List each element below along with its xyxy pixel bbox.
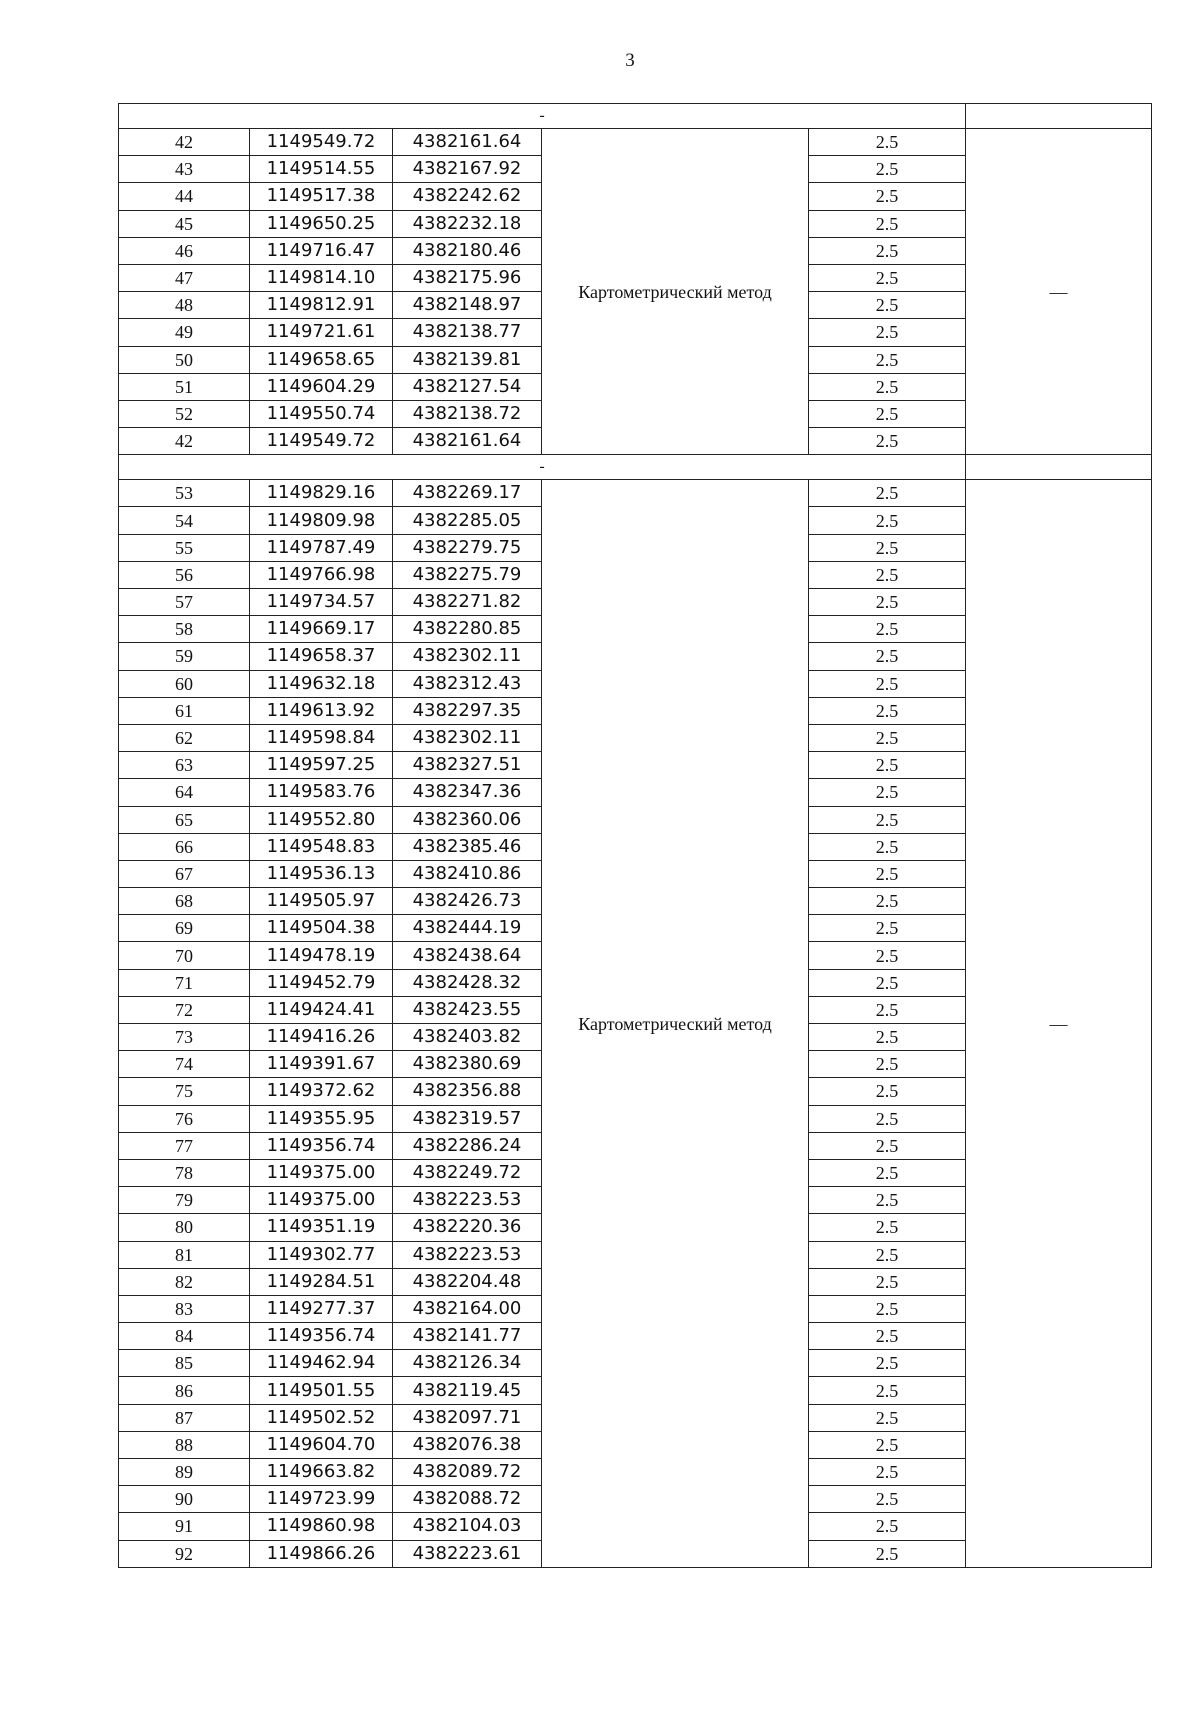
coordinate-y: 4382119.45 [393,1377,542,1404]
point-number: 90 [119,1486,250,1513]
point-number: 60 [119,670,250,697]
table-row [119,129,1152,156]
page-number: 3 [625,50,635,71]
point-number: 86 [119,1377,250,1404]
point-number: 55 [119,534,250,561]
coordinate-y: 4382127.54 [393,373,542,400]
coordinate-x: 1149548.83 [250,833,393,860]
coordinate-x: 1149284.51 [250,1268,393,1295]
coordinate-x: 1149597.25 [250,752,393,779]
coordinate-y: 4382327.51 [393,752,542,779]
coordinate-x: 1149734.57 [250,589,393,616]
coordinate-y: 4382360.06 [393,806,542,833]
accuracy-value: 2.5 [809,428,966,455]
coordinate-x: 1149632.18 [250,670,393,697]
section-separator: - [119,104,966,129]
accuracy-value: 2.5 [809,1404,966,1431]
accuracy-value: 2.5 [809,1323,966,1350]
coordinate-x: 1149787.49 [250,534,393,561]
coordinate-x: 1149663.82 [250,1459,393,1486]
coordinate-y: 4382319.57 [393,1105,542,1132]
coordinate-x: 1149583.76 [250,779,393,806]
coordinate-x: 1149462.94 [250,1350,393,1377]
coordinate-x: 1149356.74 [250,1132,393,1159]
coordinate-y: 4382104.03 [393,1513,542,1540]
coordinate-y: 4382141.77 [393,1323,542,1350]
coordinate-y: 4382204.48 [393,1268,542,1295]
accuracy-value: 2.5 [809,1241,966,1268]
accuracy-value: 2.5 [809,507,966,534]
point-number: 52 [119,400,250,427]
coordinate-y: 4382148.97 [393,292,542,319]
coordinate-x: 1149277.37 [250,1295,393,1322]
coordinate-y: 4382423.55 [393,996,542,1023]
coordinate-x: 1149416.26 [250,1024,393,1051]
accuracy-value: 2.5 [809,779,966,806]
accuracy-value: 2.5 [809,860,966,887]
coordinate-y: 4382410.86 [393,860,542,887]
point-number: 54 [119,507,250,534]
coordinate-x: 1149549.72 [250,428,393,455]
point-number: 82 [119,1268,250,1295]
coordinate-x: 1149766.98 [250,561,393,588]
point-number: 48 [119,292,250,319]
point-number: 91 [119,1513,250,1540]
point-number: 85 [119,1350,250,1377]
point-number: 67 [119,860,250,887]
accuracy-value: 2.5 [809,589,966,616]
coordinate-x: 1149375.00 [250,1159,393,1186]
coordinate-y: 4382438.64 [393,942,542,969]
coordinate-x: 1149809.98 [250,507,393,534]
method-cell: Картометрический метод [542,129,809,455]
point-number: 47 [119,264,250,291]
point-number: 83 [119,1295,250,1322]
coordinate-x: 1149550.74 [250,400,393,427]
coordinate-x: 1149372.62 [250,1078,393,1105]
accuracy-value: 2.5 [809,643,966,670]
coordinate-x: 1149658.37 [250,643,393,670]
accuracy-value: 2.5 [809,1350,966,1377]
coordinate-x: 1149391.67 [250,1051,393,1078]
accuracy-value: 2.5 [809,1159,966,1186]
coordinate-y: 4382180.46 [393,237,542,264]
point-number: 70 [119,942,250,969]
coordinate-x: 1149721.61 [250,319,393,346]
coordinate-y: 4382138.72 [393,400,542,427]
coordinate-y: 4382167.92 [393,156,542,183]
coordinate-y: 4382223.53 [393,1241,542,1268]
accuracy-value: 2.5 [809,670,966,697]
coordinate-x: 1149549.72 [250,129,393,156]
accuracy-value: 2.5 [809,1459,966,1486]
coordinate-y: 4382280.85 [393,616,542,643]
point-number: 76 [119,1105,250,1132]
point-number: 79 [119,1187,250,1214]
coordinates-table-body [119,104,1152,1568]
accuracy-value: 2.5 [809,697,966,724]
description-cell: — [966,480,1152,1568]
point-number: 66 [119,833,250,860]
accuracy-value: 2.5 [809,561,966,588]
section-separator-row [119,455,1152,480]
coordinate-y: 4382232.18 [393,210,542,237]
coordinate-y: 4382097.71 [393,1404,542,1431]
coordinate-x: 1149613.92 [250,697,393,724]
coordinate-x: 1149502.52 [250,1404,393,1431]
coordinate-y: 4382161.64 [393,428,542,455]
coordinate-y: 4382302.11 [393,724,542,751]
point-number: 50 [119,346,250,373]
accuracy-value: 2.5 [809,806,966,833]
point-number: 45 [119,210,250,237]
coordinate-x: 1149452.79 [250,969,393,996]
coordinate-y: 4382271.82 [393,589,542,616]
accuracy-value: 2.5 [809,319,966,346]
coordinate-y: 4382279.75 [393,534,542,561]
accuracy-value: 2.5 [809,534,966,561]
accuracy-value: 2.5 [809,1513,966,1540]
accuracy-value: 2.5 [809,1051,966,1078]
coordinate-y: 4382297.35 [393,697,542,724]
coordinate-y: 4382089.72 [393,1459,542,1486]
coordinate-y: 4382347.36 [393,779,542,806]
point-number: 75 [119,1078,250,1105]
accuracy-value: 2.5 [809,1295,966,1322]
coordinate-y: 4382428.32 [393,969,542,996]
accuracy-value: 2.5 [809,480,966,507]
point-number: 68 [119,888,250,915]
point-number: 84 [119,1323,250,1350]
method-cell: Картометрический метод [542,480,809,1568]
coordinate-x: 1149514.55 [250,156,393,183]
coordinate-x: 1149478.19 [250,942,393,969]
coordinate-x: 1149501.55 [250,1377,393,1404]
coordinate-x: 1149723.99 [250,1486,393,1513]
coordinate-x: 1149598.84 [250,724,393,751]
accuracy-value: 2.5 [809,1377,966,1404]
point-number: 71 [119,969,250,996]
point-number: 62 [119,724,250,751]
coordinate-x: 1149302.77 [250,1241,393,1268]
accuracy-value: 2.5 [809,129,966,156]
point-number: 81 [119,1241,250,1268]
description-cell: — [966,129,1152,455]
coordinate-x: 1149604.29 [250,373,393,400]
accuracy-value: 2.5 [809,1132,966,1159]
point-number: 53 [119,480,250,507]
coordinate-y: 4382175.96 [393,264,542,291]
accuracy-value: 2.5 [809,292,966,319]
section-separator-end [966,455,1152,480]
point-number: 46 [119,237,250,264]
accuracy-value: 2.5 [809,237,966,264]
point-number: 58 [119,616,250,643]
point-number: 57 [119,589,250,616]
coordinate-x: 1149650.25 [250,210,393,237]
coordinate-x: 1149355.95 [250,1105,393,1132]
point-number: 87 [119,1404,250,1431]
accuracy-value: 2.5 [809,346,966,373]
point-number: 56 [119,561,250,588]
coordinate-x: 1149716.47 [250,237,393,264]
coordinate-x: 1149424.41 [250,996,393,1023]
coordinate-y: 4382249.72 [393,1159,542,1186]
coordinate-y: 4382403.82 [393,1024,542,1051]
accuracy-value: 2.5 [809,915,966,942]
accuracy-value: 2.5 [809,400,966,427]
coordinate-y: 4382220.36 [393,1214,542,1241]
accuracy-value: 2.5 [809,752,966,779]
coordinate-y: 4382385.46 [393,833,542,860]
coordinate-y: 4382139.81 [393,346,542,373]
accuracy-value: 2.5 [809,724,966,751]
accuracy-value: 2.5 [809,969,966,996]
section-separator-row [119,104,1152,129]
coordinate-x: 1149829.16 [250,480,393,507]
point-number: 77 [119,1132,250,1159]
accuracy-value: 2.5 [809,156,966,183]
coordinate-y: 4382426.73 [393,888,542,915]
coordinate-y: 4382275.79 [393,561,542,588]
coordinate-y: 4382223.53 [393,1187,542,1214]
accuracy-value: 2.5 [809,616,966,643]
point-number: 88 [119,1431,250,1458]
section-separator: - [119,455,966,480]
coordinate-x: 1149517.38 [250,183,393,210]
accuracy-value: 2.5 [809,888,966,915]
coordinate-y: 4382286.24 [393,1132,542,1159]
point-number: 43 [119,156,250,183]
point-number: 89 [119,1459,250,1486]
point-number: 61 [119,697,250,724]
coordinate-x: 1149375.00 [250,1187,393,1214]
point-number: 92 [119,1540,250,1567]
point-number: 59 [119,643,250,670]
accuracy-value: 2.5 [809,1268,966,1295]
coordinate-x: 1149536.13 [250,860,393,887]
coordinate-y: 4382126.34 [393,1350,542,1377]
accuracy-value: 2.5 [809,833,966,860]
coordinate-y: 4382138.77 [393,319,542,346]
coordinate-y: 4382380.69 [393,1051,542,1078]
accuracy-value: 2.5 [809,942,966,969]
accuracy-value: 2.5 [809,1431,966,1458]
accuracy-value: 2.5 [809,1486,966,1513]
coordinate-x: 1149860.98 [250,1513,393,1540]
coordinate-y: 4382076.38 [393,1431,542,1458]
point-number: 49 [119,319,250,346]
coordinate-y: 4382269.17 [393,480,542,507]
accuracy-value: 2.5 [809,996,966,1023]
coordinate-x: 1149814.10 [250,264,393,291]
coordinate-y: 4382242.62 [393,183,542,210]
coordinate-x: 1149866.26 [250,1540,393,1567]
coordinate-y: 4382161.64 [393,129,542,156]
accuracy-value: 2.5 [809,1214,966,1241]
coordinate-y: 4382088.72 [393,1486,542,1513]
point-number: 69 [119,915,250,942]
coordinate-y: 4382302.11 [393,643,542,670]
table-row [119,480,1152,507]
coordinate-x: 1149669.17 [250,616,393,643]
coordinate-y: 4382312.43 [393,670,542,697]
coordinate-x: 1149505.97 [250,888,393,915]
coordinate-y: 4382356.88 [393,1078,542,1105]
accuracy-value: 2.5 [809,1187,966,1214]
accuracy-value: 2.5 [809,373,966,400]
coordinates-table [118,103,1152,1568]
coordinate-x: 1149658.65 [250,346,393,373]
point-number: 51 [119,373,250,400]
accuracy-value: 2.5 [809,1105,966,1132]
coordinate-y: 4382285.05 [393,507,542,534]
point-number: 78 [119,1159,250,1186]
section-separator-end [966,104,1152,129]
point-number: 42 [119,428,250,455]
accuracy-value: 2.5 [809,1078,966,1105]
coordinate-x: 1149812.91 [250,292,393,319]
accuracy-value: 2.5 [809,264,966,291]
point-number: 80 [119,1214,250,1241]
point-number: 72 [119,996,250,1023]
coordinate-x: 1149604.70 [250,1431,393,1458]
coordinate-x: 1149356.74 [250,1323,393,1350]
coordinate-x: 1149504.38 [250,915,393,942]
point-number: 42 [119,129,250,156]
point-number: 44 [119,183,250,210]
accuracy-value: 2.5 [809,183,966,210]
accuracy-value: 2.5 [809,1024,966,1051]
point-number: 65 [119,806,250,833]
point-number: 74 [119,1051,250,1078]
accuracy-value: 2.5 [809,210,966,237]
point-number: 73 [119,1024,250,1051]
coordinate-y: 4382444.19 [393,915,542,942]
accuracy-value: 2.5 [809,1540,966,1567]
coordinate-x: 1149552.80 [250,806,393,833]
coordinate-x: 1149351.19 [250,1214,393,1241]
coordinate-y: 4382164.00 [393,1295,542,1322]
point-number: 64 [119,779,250,806]
coordinate-y: 4382223.61 [393,1540,542,1567]
point-number: 63 [119,752,250,779]
